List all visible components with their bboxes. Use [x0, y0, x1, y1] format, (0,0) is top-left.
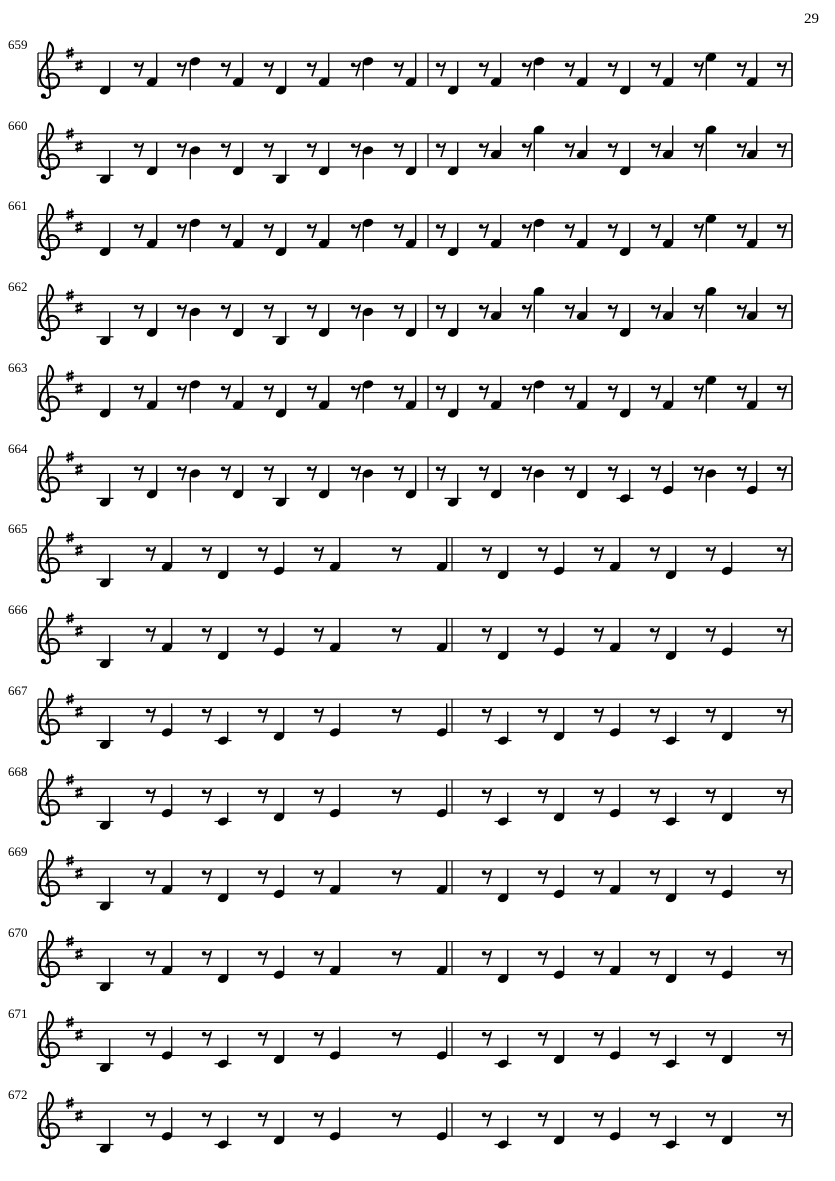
note — [189, 306, 202, 341]
note — [490, 126, 503, 161]
note — [533, 286, 546, 333]
note — [189, 217, 202, 252]
note — [533, 217, 546, 252]
note — [405, 376, 418, 411]
note — [273, 312, 290, 347]
note — [490, 53, 503, 88]
note — [362, 306, 375, 341]
note — [576, 465, 589, 500]
note — [495, 792, 512, 827]
treble-clef — [40, 1092, 59, 1149]
note — [497, 546, 510, 581]
note — [553, 542, 566, 577]
note — [553, 623, 566, 658]
note — [663, 712, 680, 747]
measure-number: 670 — [8, 925, 28, 940]
system-659 — [38, 42, 792, 99]
note — [721, 1111, 734, 1146]
note — [436, 1107, 449, 1142]
note — [553, 865, 566, 900]
note — [318, 376, 331, 411]
treble-clef — [40, 930, 59, 987]
note — [146, 465, 159, 500]
measure-number: 667 — [8, 683, 28, 698]
note — [553, 1111, 566, 1146]
note — [447, 223, 460, 258]
note — [497, 950, 510, 985]
note — [97, 877, 114, 912]
note — [273, 1111, 286, 1146]
note — [329, 1026, 342, 1061]
measure-number: 668 — [8, 764, 28, 779]
note — [663, 1035, 680, 1070]
measure-number: 672 — [8, 1087, 28, 1102]
note — [609, 784, 622, 819]
note — [705, 286, 718, 333]
treble-clef — [40, 365, 59, 422]
measure-number: 661 — [8, 198, 28, 213]
note — [161, 861, 174, 896]
note — [609, 618, 622, 653]
measure-number: 669 — [8, 844, 28, 859]
system-666 — [38, 607, 792, 669]
note — [273, 474, 290, 509]
measure-number: 665 — [8, 521, 28, 536]
measure-number: 663 — [8, 360, 28, 375]
treble-clef — [40, 123, 59, 180]
note — [97, 958, 114, 993]
note — [215, 792, 232, 827]
note — [665, 627, 678, 662]
measure-number: 659 — [8, 37, 28, 52]
note — [99, 384, 112, 419]
note — [97, 635, 114, 670]
note — [329, 618, 342, 653]
note — [497, 869, 510, 904]
note — [495, 712, 512, 747]
note — [617, 469, 634, 504]
treble-clef — [40, 446, 59, 503]
note — [553, 788, 566, 823]
treble-clef — [40, 42, 59, 99]
note — [161, 784, 174, 819]
note — [490, 287, 503, 322]
note — [619, 142, 632, 177]
note — [553, 946, 566, 981]
note — [161, 703, 174, 738]
note — [619, 223, 632, 258]
note — [329, 942, 342, 977]
note — [609, 1107, 622, 1142]
treble-clef — [40, 204, 59, 261]
note — [576, 215, 589, 250]
note — [217, 869, 230, 904]
system-672 — [38, 1092, 792, 1154]
note — [445, 474, 462, 509]
note — [619, 304, 632, 339]
note — [705, 375, 718, 414]
note — [273, 946, 286, 981]
note — [665, 869, 678, 904]
note — [436, 942, 449, 977]
note — [189, 56, 202, 91]
note — [436, 538, 449, 573]
note — [273, 542, 286, 577]
note — [609, 538, 622, 573]
note — [97, 1120, 114, 1155]
note — [436, 861, 449, 896]
note — [662, 461, 675, 496]
treble-clef — [40, 607, 59, 664]
note — [146, 53, 159, 88]
note — [97, 554, 114, 589]
note — [318, 53, 331, 88]
note — [436, 784, 449, 819]
note — [232, 304, 245, 339]
note — [490, 215, 503, 250]
system-661 — [38, 204, 792, 261]
note — [665, 950, 678, 985]
note — [273, 708, 286, 743]
system-670 — [38, 930, 792, 992]
note — [746, 287, 759, 322]
note — [273, 150, 290, 185]
note — [705, 52, 718, 91]
system-667 — [38, 688, 792, 750]
system-669 — [38, 850, 792, 912]
note — [329, 784, 342, 819]
note — [318, 465, 331, 500]
treble-clef — [40, 769, 59, 826]
system-662 — [38, 284, 792, 346]
note — [329, 1107, 342, 1142]
note — [447, 61, 460, 96]
note — [146, 376, 159, 411]
note — [576, 53, 589, 88]
note — [746, 376, 759, 411]
note — [362, 56, 375, 91]
note — [362, 379, 375, 414]
note — [705, 468, 718, 503]
note — [362, 217, 375, 252]
note — [436, 703, 449, 738]
note — [273, 1031, 286, 1066]
note — [273, 788, 286, 823]
note — [215, 1035, 232, 1070]
note — [619, 384, 632, 419]
note — [553, 708, 566, 743]
measure-number: 664 — [8, 441, 28, 456]
note — [215, 712, 232, 747]
system-664 — [38, 446, 792, 508]
note — [553, 1031, 566, 1066]
note — [97, 716, 114, 751]
note — [146, 215, 159, 250]
note — [609, 703, 622, 738]
note — [447, 142, 460, 177]
note — [232, 215, 245, 250]
system-668 — [38, 769, 792, 831]
note — [146, 304, 159, 339]
note — [721, 865, 734, 900]
note — [705, 124, 718, 171]
note — [405, 215, 418, 250]
note — [495, 1035, 512, 1070]
note — [447, 384, 460, 419]
note — [318, 142, 331, 177]
note — [721, 946, 734, 981]
note — [721, 1031, 734, 1066]
note — [665, 546, 678, 581]
treble-clef — [40, 688, 59, 745]
note — [436, 1026, 449, 1061]
note — [318, 304, 331, 339]
note — [189, 468, 202, 503]
note — [99, 223, 112, 258]
note — [275, 223, 288, 258]
note — [161, 618, 174, 653]
note — [232, 142, 245, 177]
note — [705, 213, 718, 252]
note — [161, 538, 174, 573]
note — [497, 627, 510, 662]
note — [533, 379, 546, 414]
note — [405, 53, 418, 88]
system-665 — [38, 527, 792, 589]
note — [99, 61, 112, 96]
note — [721, 542, 734, 577]
note — [232, 376, 245, 411]
note — [609, 1026, 622, 1061]
note — [232, 465, 245, 500]
note — [576, 126, 589, 161]
note — [189, 379, 202, 414]
note — [746, 53, 759, 88]
note — [662, 376, 675, 411]
system-660 — [38, 123, 792, 185]
note — [232, 53, 245, 88]
treble-clef — [40, 1011, 59, 1068]
note — [217, 546, 230, 581]
note — [146, 142, 159, 177]
note — [275, 384, 288, 419]
note — [362, 468, 375, 503]
note — [405, 465, 418, 500]
page-number: 29 — [804, 11, 819, 27]
measure-number: 666 — [8, 602, 28, 617]
note — [609, 942, 622, 977]
note — [721, 788, 734, 823]
note — [405, 304, 418, 339]
treble-clef — [40, 284, 59, 341]
note — [533, 124, 546, 171]
note — [97, 474, 114, 509]
note — [609, 861, 622, 896]
note — [329, 538, 342, 573]
treble-clef — [40, 850, 59, 907]
measure-number: 671 — [8, 1006, 28, 1021]
note — [161, 1107, 174, 1142]
note — [436, 618, 449, 653]
note — [97, 312, 114, 347]
note — [663, 1116, 680, 1151]
note — [721, 708, 734, 743]
note — [97, 797, 114, 832]
note — [405, 142, 418, 177]
note — [533, 468, 546, 503]
note — [662, 215, 675, 250]
note — [97, 1039, 114, 1074]
note — [663, 792, 680, 827]
note — [161, 1026, 174, 1061]
note — [721, 623, 734, 658]
note — [329, 703, 342, 738]
measure-number: 660 — [8, 118, 28, 133]
system-663 — [38, 365, 792, 422]
note — [329, 861, 342, 896]
note — [97, 150, 114, 185]
note — [662, 287, 675, 322]
note — [533, 56, 546, 91]
measure-number: 662 — [8, 279, 28, 294]
treble-clef — [40, 527, 59, 584]
note — [662, 53, 675, 88]
system-671 — [38, 1011, 792, 1073]
note — [273, 865, 286, 900]
note — [273, 623, 286, 658]
note — [746, 215, 759, 250]
note — [275, 61, 288, 96]
note — [576, 287, 589, 322]
note — [362, 145, 375, 180]
note — [746, 126, 759, 161]
note — [619, 61, 632, 96]
note — [662, 126, 675, 161]
note — [217, 950, 230, 985]
note — [217, 627, 230, 662]
note — [495, 1116, 512, 1151]
note — [318, 215, 331, 250]
note — [490, 465, 503, 500]
note — [447, 304, 460, 339]
note — [576, 376, 589, 411]
note — [215, 1116, 232, 1151]
note — [490, 376, 503, 411]
note — [189, 145, 202, 180]
note — [161, 942, 174, 977]
note — [746, 461, 759, 496]
